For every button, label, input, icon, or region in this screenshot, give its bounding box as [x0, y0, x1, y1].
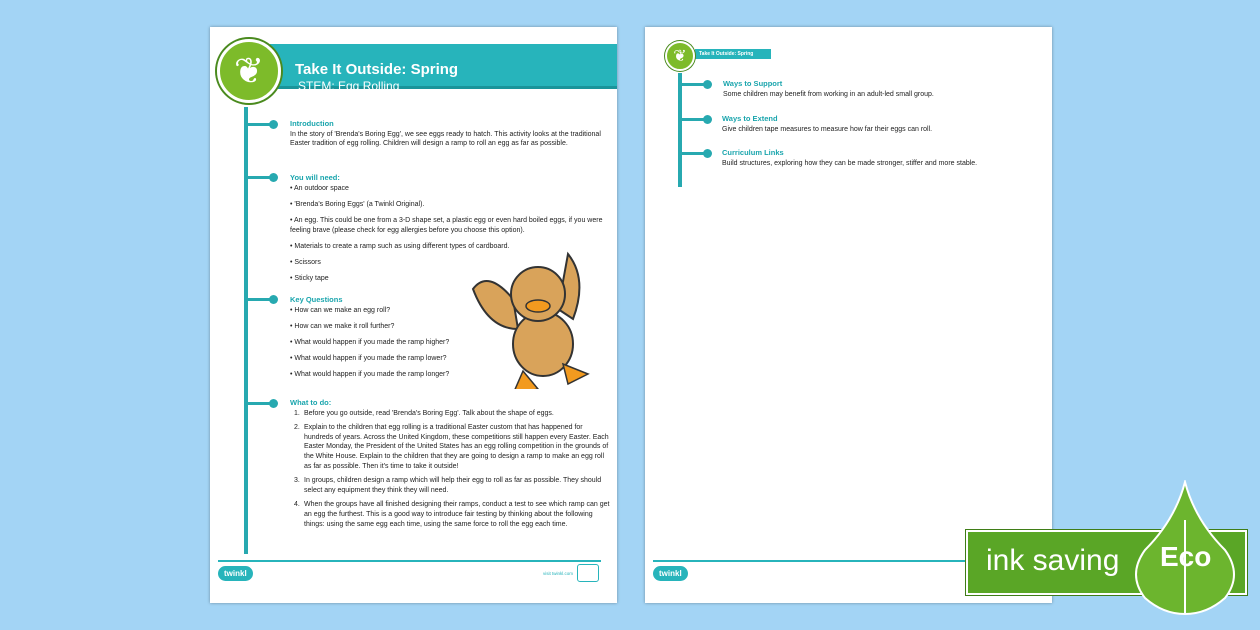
footer-line	[218, 560, 601, 562]
ways-to-support-section	[723, 79, 1043, 99]
timeline-node	[246, 402, 274, 405]
twinkl-logo: twinkl	[218, 566, 253, 581]
document-page-2	[645, 27, 1052, 603]
step-item: 3. In groups, children design a ramp which will help their egg to roll as far as possible. They should select any equipment they think they will need.	[294, 477, 602, 494]
leaf-hand-logo-icon: ❦	[217, 39, 281, 103]
section-heading: Key Questions	[290, 295, 343, 304]
section-heading: You will need:	[290, 173, 340, 182]
timeline-node	[246, 123, 274, 126]
intro-text: In the story of 'Brenda's Boring Egg', we see eggs ready to hatch. This activity looks at the traditional Easter tradition of egg rolling. Children will design a ramp to roll an egg as far as possible.	[290, 130, 601, 148]
what-to-do-section	[290, 398, 610, 534]
list-item: • Scissors	[290, 258, 321, 266]
key-questions-section	[290, 295, 490, 387]
list-item: • How can we make an egg roll?	[290, 306, 391, 314]
timeline-node	[246, 298, 274, 301]
leaf-logo-icon: ❦	[665, 41, 695, 71]
list-item: • What would happen if you made the ramp higher?	[290, 338, 450, 346]
section-heading: Introduction	[290, 119, 334, 128]
twinkl-logo: twinkl	[653, 566, 688, 581]
section-heading: What to do:	[290, 398, 332, 407]
page-tag: Take It Outside: Spring	[695, 49, 771, 59]
introduction-section	[290, 119, 605, 149]
list-item: • Sticky tape	[290, 275, 329, 283]
list-item: • What would happen if you made the ramp lower?	[290, 355, 447, 363]
section-text: Some children may benefit from working in an adult-led small group.	[723, 90, 934, 98]
timeline-spine	[244, 107, 248, 554]
eco-badge-label: Eco	[1160, 541, 1212, 572]
list-item: • Materials to create a ramp such as using different types of cardboard.	[290, 242, 510, 250]
curriculum-links-section	[722, 148, 1042, 168]
timeline-spine	[678, 73, 682, 187]
list-item: • 'Brenda's Boring Eggs' (a Twinkl Original).	[290, 200, 425, 208]
page-title: Take It Outside: Spring	[295, 61, 459, 78]
page-subtitle: STEM: Egg Rolling	[298, 79, 400, 93]
section-heading: Curriculum Links	[722, 148, 784, 157]
timeline-node	[680, 152, 708, 155]
duckling-illustration	[468, 249, 593, 389]
document-page-1	[210, 27, 617, 603]
section-text: Build structures, exploring how they can be made stronger, stiffer and more stable.	[722, 159, 978, 167]
list-item: • An outdoor space	[290, 184, 349, 192]
list-item: • What would happen if you made the ramp longer?	[290, 371, 450, 379]
ways-to-extend-section	[722, 114, 1042, 134]
ink-saving-label: ink saving	[986, 544, 1120, 577]
footer-url[interactable]: visit twinkl.com	[542, 571, 573, 576]
timeline-node	[246, 176, 274, 179]
step-item: 1. Before you go outside, read 'Brenda's Boring Egg'. Talk about the shape of eggs.	[294, 409, 554, 417]
list-item: • An egg. This could be one from a 3-D shape set, a plastic egg or even hard boiled eggs, if you were feeling brave (please check for egg allergies before you choose this option).	[290, 216, 603, 234]
section-heading: Ways to Extend	[722, 114, 778, 123]
timeline-node	[680, 118, 708, 121]
step-item: 2. Explain to the children that egg rolling is a traditional Easter custom that has happened for hundreds of years. Across the United Kingdom, these competitions still happen every Easter. Each Easter Monday, the President of the United States has an egg rolling competition in the grounds of the White House. Explain to the children that they are going to design a ramp to make an egg roll as far as possible. Then it's time to take it outside!	[294, 424, 609, 470]
list-item: • How can we make it roll further?	[290, 322, 395, 330]
step-item: 4. When the groups have all finished designing their ramps, conduct a test to see which ramp can get an egg the furthest. This is a good way to introduce fair testing by thinking about the following things: using the same egg each time, using the same force to roll the egg each time.	[294, 501, 610, 528]
quality-badge-icon	[577, 564, 599, 582]
timeline-node	[680, 83, 708, 86]
section-text: Give children tape measures to measure how far their eggs can roll.	[722, 125, 933, 133]
section-heading: Ways to Support	[723, 79, 783, 88]
